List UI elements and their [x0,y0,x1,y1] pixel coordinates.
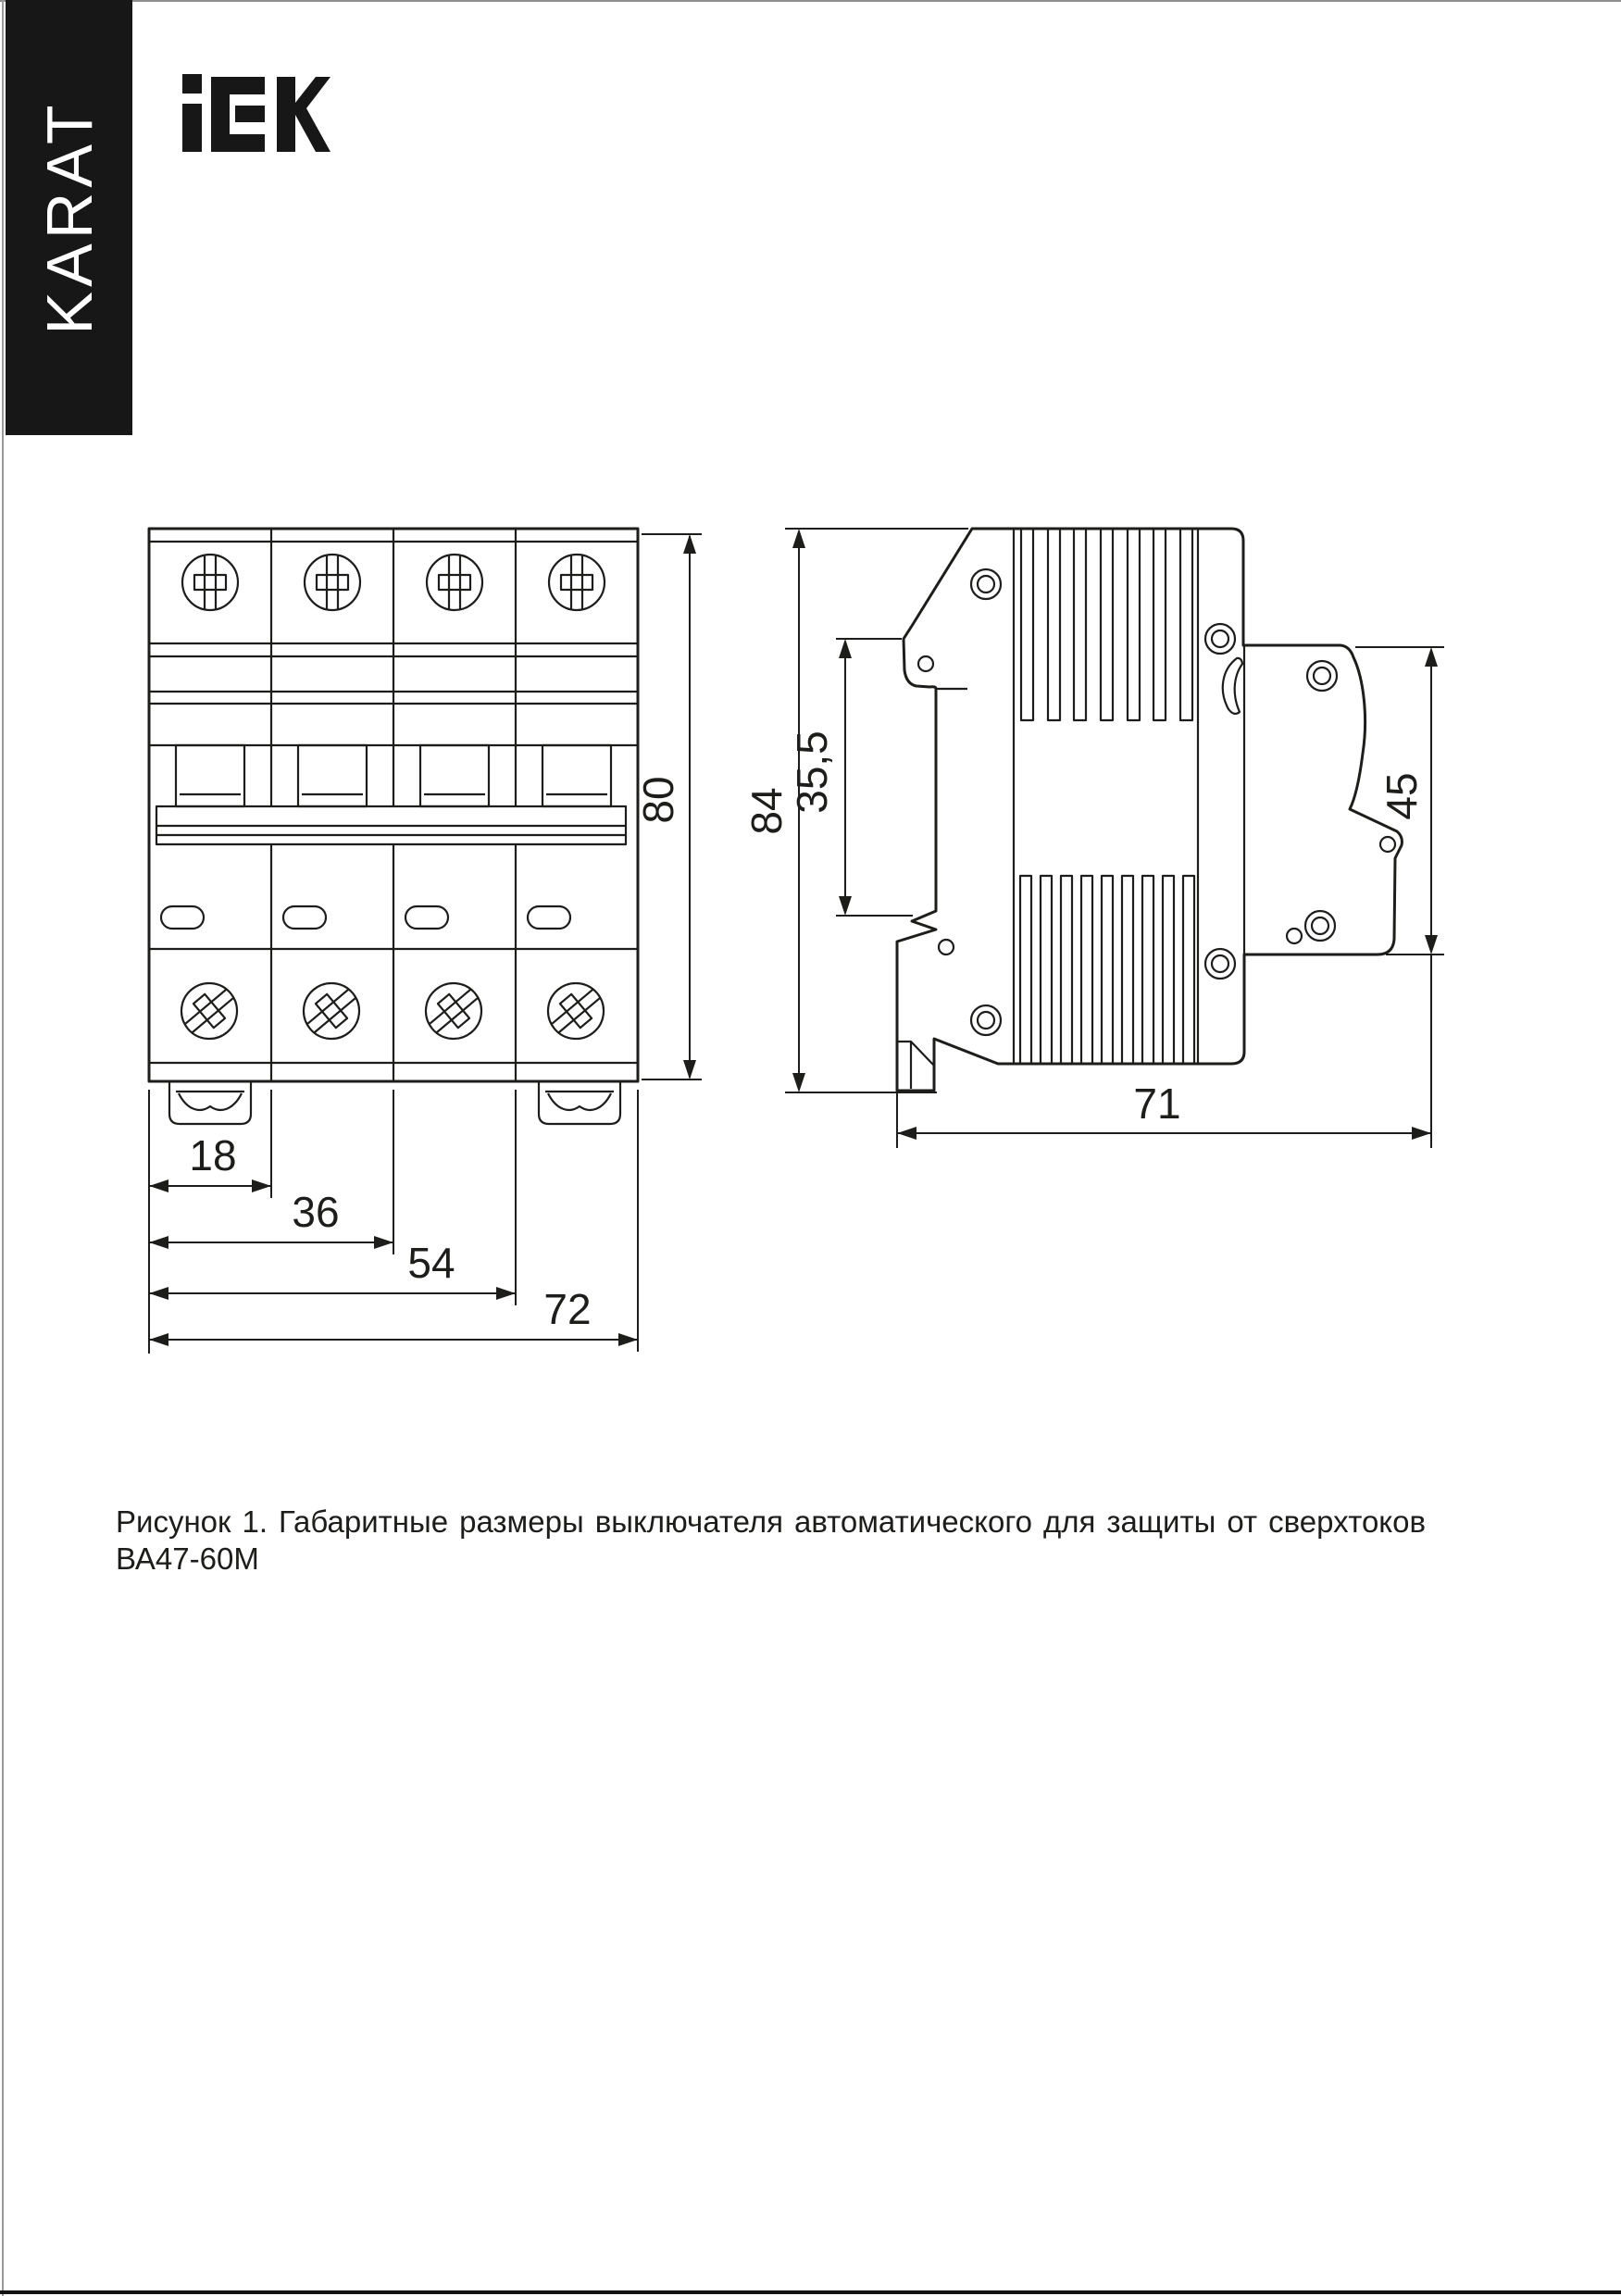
din-clip [169,1081,251,1124]
terminal-screw-top [427,555,482,610]
terminal-screw-top [305,555,360,610]
terminal-screw-bottom [170,972,249,1051]
vent-ribs-bottom [1020,876,1194,1064]
dim-label-71: 71 [1133,1079,1181,1128]
dim-label-35-5: 35,5 [788,730,836,814]
dim-label-84: 84 [742,787,791,835]
dim-front-widths [149,1090,638,1354]
din-clip [539,1081,620,1124]
terminal-screw-bottom [537,972,616,1051]
dim-label-54: 54 [407,1239,455,1287]
banner-label: KARAT [32,100,106,335]
marking-window [161,906,570,929]
dim-front-height [634,534,702,1079]
dim-label-45: 45 [1378,772,1426,820]
dim-label-18: 18 [189,1131,237,1179]
side-view-drawing [897,529,1402,1091]
curved-slot [1223,658,1242,714]
mold-mark [918,656,1395,955]
dim-side-height [742,529,968,1092]
dim-label-36: 36 [292,1188,340,1236]
terminal-screw-top [549,555,605,610]
terminal-screw-bottom [415,972,493,1051]
vent-ribs-top [1021,529,1192,720]
front-view-drawing [149,529,638,1124]
dim-depth [897,1079,1431,1148]
dim-label-80: 80 [634,776,682,824]
dim-rail-recess [788,639,913,916]
dim-label-72: 72 [543,1285,592,1333]
figure-caption: Рисунок 1. Габаритные размеры выключателя автоматического для защиты от сверхтоков ВА47-60М [116,1504,1426,1576]
terminal-screw-top [182,555,238,610]
toggle-interconnect-bar [156,806,626,844]
iek-logo-icon [182,74,330,152]
terminal-screw-bottom [293,972,371,1051]
dim-front-depth [1355,647,1444,1148]
